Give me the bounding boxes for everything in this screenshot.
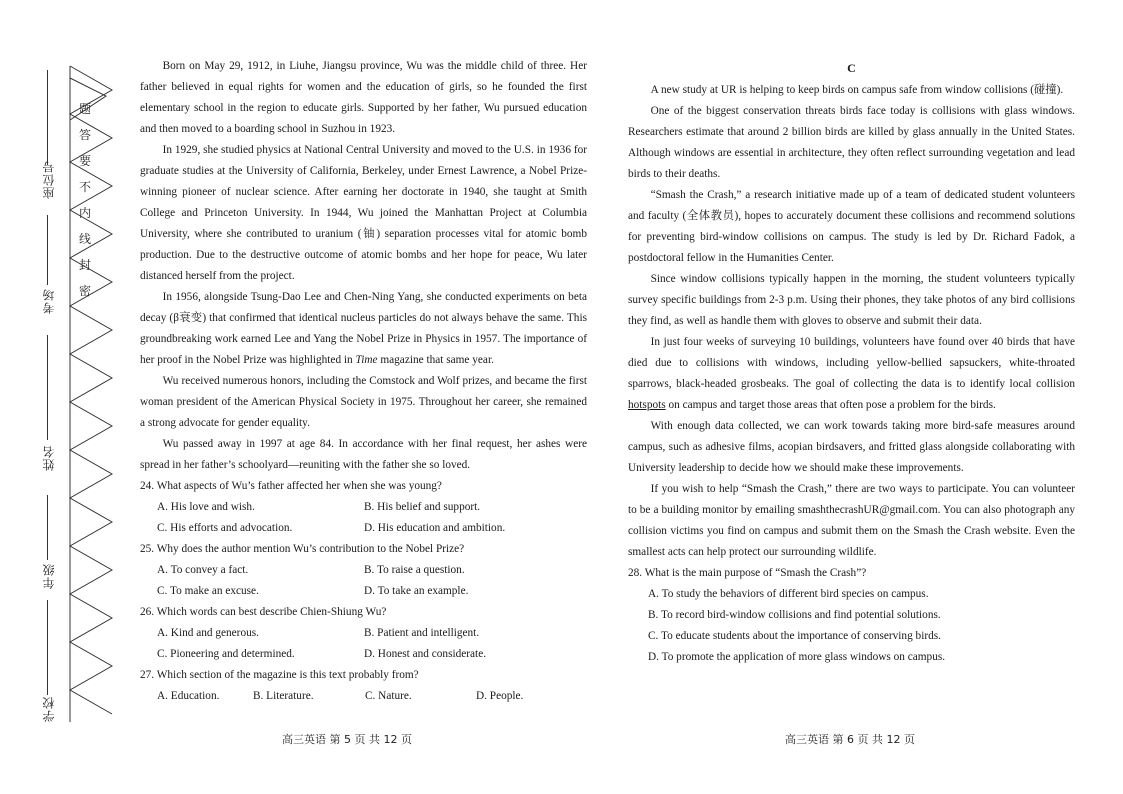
seal-line-text [78, 96, 92, 304]
option: B. Literature. [253, 690, 314, 702]
question-28: 28. What is the main purpose of “Smash the Crash”? [628, 567, 867, 579]
page-5-footer: 高三英语 第 5 页 共 12 页 [282, 733, 412, 746]
passage-paragraph [140, 287, 587, 371]
question-25: 25. Why does the author mention Wu’s contribution to the Nobel Prize? [140, 543, 465, 555]
option: D. To promote the application of more glass windows on campus. [648, 651, 946, 663]
option: A. His love and wish. [157, 501, 255, 513]
option: B. To record bird-window collisions and find potential solutions. [648, 609, 941, 621]
grade-label: 年级 [42, 563, 56, 589]
seal-char: 不 [78, 180, 91, 194]
question-26: 26. Which words can best describe Chien-Shiung Wu? [140, 606, 387, 618]
seal-char: 题 [78, 102, 91, 116]
option: D. Honest and considerate. [364, 648, 487, 660]
underlined-word: hotspots [628, 399, 666, 411]
option: A. To study the behaviors of different bird species on campus. [648, 588, 929, 600]
school-label: 学校 [42, 696, 56, 722]
option: B. To raise a question. [364, 564, 465, 576]
magazine-title: Time [355, 354, 378, 366]
option: B. Patient and intelligent. [364, 627, 480, 639]
paragraph-text: on campus and target those areas that often pose a problem for the birds. [668, 399, 996, 411]
seal-zigzag-border [0, 0, 140, 794]
passage-paragraph: “Smash the Crash,” a research initiative made up of a team of dedicated student volunteers and faculty (全体教员), hopes to accurately document these collisions and recommend solutions for preventing bird-window collisions on campus. The study is led by Dr. Richard Fadok, a postdoctoral fellow in the Humanities Center. [628, 189, 1075, 264]
seal-char: 答 [78, 128, 91, 142]
option: C. Nature. [365, 690, 412, 702]
option: A. To convey a fact. [157, 564, 249, 576]
binding-margin [0, 0, 140, 794]
page-6-column [628, 56, 1075, 668]
option: C. To make an excuse. [157, 585, 259, 597]
seal-char: 线 [78, 232, 91, 246]
section-heading: C [847, 61, 856, 75]
question-24: 24. What aspects of Wu’s father affected her when she was young? [140, 480, 442, 492]
passage-paragraph: Born on May 29, 1912, in Liuhe, Jiangsu province, Wu was the middle child of three. Her father believed in equal rights for women and the education of girls, so he founded the first elementary school in the region to educate girls. Supported by her father, Wu pursued education and then moved to a boarding school in Suzhou in 1923. [140, 60, 587, 135]
passage-paragraph: With enough data collected, we can work towards taking more bird-safe measures around campus, such as adhesive films, acopian birdsavers, and fritted glass alongside collaborating with University leadership to decide how we should make these improvements. [628, 420, 1075, 474]
paragraph-text: In just four weeks of surveying 10 buildings, volunteers have found over 40 birds that have died due to collisions with windows, including yellow-bellied sapsuckers, white-throated sparrows, black-headed grosbeaks. The goal of collecting the data is to identify local collision [628, 336, 1075, 390]
paragraph-text: magazine that same year. [380, 354, 494, 366]
passage-paragraph: Wu passed away in 1997 at age 84. In accordance with her final request, her ashes were spread in her father’s schoolyard—reuniting with the father she so loved. [140, 438, 587, 471]
option: B. His belief and support. [364, 501, 481, 513]
seal-char: 要 [78, 154, 91, 168]
passage-paragraph: In 1929, she studied physics at National Central University and moved to the U.S. in 1936 for graduate studies at the University of California, Berkeley, under Ernest Lawrence, a Nobel Prize-winning pioneer of nuclear science. After earning her doctorate in 1940, she taught at Smith College and Princeton University. In 1944, Wu joined the Manhattan Project at Columbia University, where she contributed to uranium (铀) separation processes vital for atomic bomb production. Due to the destructive outcome of atomic bombs and her hope for peace, Wu later distanced herself from the project. [140, 144, 587, 282]
question-25-options [140, 560, 587, 602]
passage-paragraph [628, 332, 1075, 416]
question-27: 27. Which section of the magazine is this text probably from? [140, 669, 419, 681]
passage-paragraph: One of the biggest conservation threats birds face today is collisions with glass windows. Researchers estimate that around 2 billion birds are killed by glass annually in the United States. Although windows are essential in architecture, they often reflect surrounding vegetation and lead birds to their deaths. [628, 105, 1075, 180]
passage-paragraph: A new study at UR is helping to keep birds on campus safe from window collisions (碰撞). [650, 84, 1064, 96]
option: D. People. [476, 690, 524, 702]
question-26-options [140, 623, 587, 665]
passage-paragraph: Wu received numerous honors, including the Comstock and Wolf prizes, and became the first woman president of the American Physical Society in 1975. Throughout her career, she remained a strong advocate for gender equality. [140, 375, 587, 429]
question-24-options [140, 497, 587, 539]
page-6-footer: 高三英语 第 6 页 共 12 页 [785, 733, 915, 746]
option: C. His efforts and advocation. [157, 522, 293, 534]
option: C. To educate students about the importance of conserving birds. [648, 630, 941, 642]
seat-label: 座位号 [42, 160, 56, 199]
question-27-options [140, 686, 587, 707]
option: C. Pioneering and determined. [157, 648, 295, 660]
option: D. His education and ambition. [364, 522, 506, 534]
option: A. Education. [157, 690, 220, 702]
seal-char: 封 [78, 258, 91, 272]
seal-char: 内 [78, 206, 91, 220]
passage-paragraph: If you wish to help “Smash the Crash,” there are two ways to participate. You can volunteer to be a building monitor by emailing smashthecrashUR@gmail.com. You can also photograph any collision victims you find on campus and submit them on the Smash the Crash website. Even the smallest acts can help protect our surrounding wildlife. [628, 483, 1075, 558]
paragraph-text: In 1956, alongside Tsung-Dao Lee and Chen-Ning Yang, she conducted experiments on beta decay (β衰变) that confirmed that identical nucleus particles do not always behave the same. This groundbreaking work earned Lee and Yang the Nobel Prize in Physics in 1957. The importance of her proof in the Nobel Prize was highlighted in [140, 291, 587, 366]
passage-paragraph: Since window collisions typically happen in the morning, the student volunteers typically survey specific buildings from 2-3 p.m. Using their phones, they take photos of any bird collisions they find, as well as handle them with gloves to observe and submit their data. [628, 273, 1075, 327]
name-label: 姓名 [42, 445, 56, 471]
option: D. To take an example. [364, 585, 469, 597]
page-5-column [140, 56, 587, 707]
option: A. Kind and generous. [157, 627, 259, 639]
room-label: 考场 [42, 288, 56, 314]
seal-char: 密 [78, 284, 91, 298]
